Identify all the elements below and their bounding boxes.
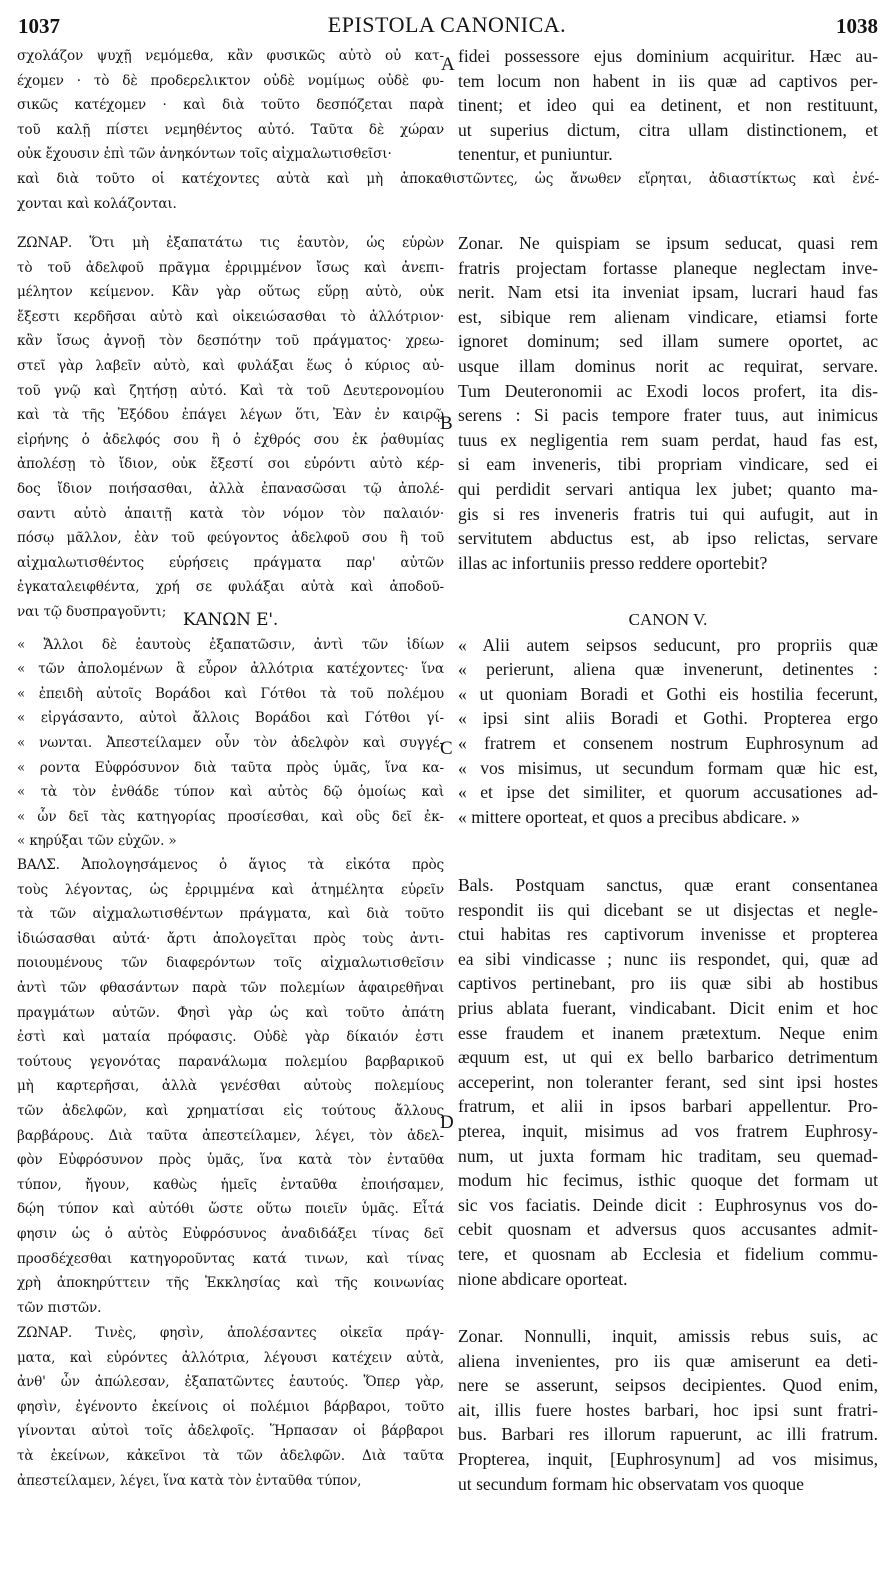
text-line: τῶν ἀδελφῶν, καὶ χρηματίσαι εἰς τούτους ἄλλους [17,1102,444,1119]
greek-passage-1 [17,44,444,167]
text-line: τύπον, ἤγουν, καθὼς ἡμεῖς ἐνταῦθα ἐποιήσαμεν, [17,1176,444,1193]
text-line: « et ipse det similiter, et quorum accusationes ad- [458,782,878,803]
running-title: EPISTOLA CANONICA. [327,12,567,37]
text-line: ἐστὶ καὶ ματαία πρόφασις. Οὐδὲ γὰρ δίκαιόν ἐστι [17,1029,444,1046]
text-line: cebit quosnam et adversus quos accusantes admit- [458,1219,878,1240]
text-line: tem locum non habent in iis quæ ad captivos per- [458,70,878,91]
text-line: αἰχμαλωτισθέντος εὑρήσεις πράγματα παρ' αὐτῶν [17,554,444,571]
latin-balsamon-commentary [458,873,878,1291]
text-line: στεῖ γὰρ λαβεῖν αὐτὸ, καὶ φυλάξαι ἕως ὁ κύριος αὐ- [17,357,444,374]
greek-zonaras-commentary [17,231,444,625]
text-line: respondit iis qui dicebant se ut disjectas et negle- [458,899,878,920]
text-line: « τὰ τὸν ἐνθάδε τύπον καὶ αὐτὸς δῷ ὁμοίως καὶ [17,784,444,801]
text-line: γίνονται αὐτοὶ τοῖς ἀδελφοῖς. Ἥρπασαν οἱ βάρβαροι [17,1423,444,1440]
text-line: « mittere oporteat, et quos a precibus abdicare. » [458,806,800,827]
text-line: ΒΑΛΣ. Ἀπολογησάμενος ὁ ἅγιος τὰ εἰκότα πρὸς [17,857,444,873]
page-number-right: 1038 [836,14,878,38]
text-line: εἰρήνης ὁ ἀδελφός σου ἢ ὁ ἐχθρός σου ἐκ ῥαθυμίας [17,431,444,448]
text-line: tere, et quosnam ab Ecclesia et fidelium commu- [458,1243,878,1264]
text-line: τοῦ καλῇ πίστει νεμηθέντος αὐτό. Ταῦτα δὲ χώραν [17,121,444,138]
page-number-left: 1037 [18,14,60,38]
margin-marker-c: C [440,738,453,759]
text-line: ea sibi vindicasse ; nunc iis respondet, qui, quæ ad [458,948,878,969]
text-line: ut secundum formam hic observatam vos quoque [458,1473,804,1494]
text-line: tuus ex negligentia rem suam perdat, haud fas est, [458,429,878,450]
text-line: si eam inveneris, tibi propriam vindicare, sed ei [458,454,878,475]
greek-full-width-lines [17,167,879,216]
text-line: σαντι αὐτὸ ἀπαιτῇ κατὰ τὸν νόμον τὸν παλαιόν· [17,505,444,522]
text-line: ἐγκαταλειφθέντα, χρή σε φυλάξαι αὐτὰ καὶ ἀποδοῦ- [17,579,444,596]
text-line: ait, illis fuere hostes barbari, hoc ipsi sunt fratri- [458,1399,878,1420]
greek-canon-heading: ΚΑΝΩΝ Ε'. [182,610,279,630]
margin-marker-b: B [440,413,453,434]
text-line: tenentur, et puniuntur. [458,144,613,165]
text-line: Zonar. Ne quispiam se ipsum seducat, quasi rem [458,233,878,253]
text-line: pterea, inquit, misimus ad vos fratrem Euphrosy- [458,1120,878,1141]
greek-canon-text [17,633,444,854]
text-line: ναι τῷ δυσπραγοῦντι; [17,603,167,620]
text-line: τὰ τῶν αἰχμαλωτισθέντων πράγματα, καὶ διὰ τοῦτο [17,906,444,923]
text-line: σικῶς κατέχομεν · καὶ διὰ τοῦτο δεσπόζεται παρὰ [17,97,444,114]
margin-marker-d: D [440,1112,454,1133]
text-line: χρὴ ἀποκηρύττειν τῆς Ἐκκλησίας καὶ τῆς κοινωνίας [17,1275,444,1292]
text-line: φησιν ὡς ὁ αὐτὸς Εὐφρόσυνος ἀναδιδάξει τίνας δεῖ [17,1225,444,1242]
text-line: ut superius dictum, citra ullam distinctionem, et [458,119,878,140]
text-line: usque illam dominus norit ac requirat, servare. [458,355,878,376]
text-line: nere se asserunt, seipsos decipientes. Quod enim, [458,1375,878,1396]
text-line: æquum est, ut qui ex bello barbarico detrimentum [458,1047,878,1068]
text-line: gis si res inveneris fratris tui qui aufugit, aut in [458,503,878,524]
text-line: « ut quoniam Boradi et Gothi eis hostilia fecerunt, [458,683,878,704]
text-line: nerit. Nam etsi ita inveniat ipsam, lucrari haud fas [458,282,878,303]
greek-zonaras-commentary-2 [17,1321,444,1493]
text-line: Bals. Postquam sanctus, quæ erant consentanea [458,875,878,895]
text-line: « Ἄλλοι δὲ ἑαυτοὺς ἐξαπατῶσιν, ἀντὶ τῶν ἰδίων [17,636,444,653]
text-line: « κηρύξαι τῶν εὐχῶν. » [17,833,177,850]
text-line: πραγμάτων αὐτῶν. Φησὶ γὰρ ὡς καὶ τοῦτο ἀπάτη [17,1004,444,1021]
text-line: qui perdidit servari antiqua lex jubet; quanto ma- [458,478,878,499]
text-line: Tum Deuteronomii ac Exodi locos profert, ita dis- [458,380,878,401]
text-line: καὶ τὰ τῆς Ἐξόδου ἐπάγει λέγων ὅτι, Ἐὰν ἐν καιρῷ [17,407,444,424]
text-line: servitutem abductus est, ab ipso relictas, servare [458,528,878,549]
text-line: τούτους γεγονότας παρανάλωμα πολεμίου βαρβαρικοῦ [17,1053,444,1070]
text-line: τὸ τοῦ ἀδελφοῦ πρᾶγμα ἐρριμμένον ἴσως καὶ ἀνεπι- [17,259,444,276]
text-line: τοὺς λέγοντας, ὡς ἐρριμμένα καὶ ἀτημέλητα εὑρεῖν [17,881,444,898]
text-line: acceperint, non toleranter ferant, sed sint ipsi hostes [458,1071,878,1092]
text-line: « νωνται. Ἀπεστείλαμεν οὖν τὸν ἀδελφὸν καὶ συγγέ- [17,734,444,751]
text-line: Zonar. Nonnulli, inquit, amissis rebus suis, ac [458,1326,878,1346]
text-line: σχολάζον ψυχῇ νεμόμεθα, κἂν φυσικῶς αὐτὸ οὐ κατ- [17,48,444,64]
text-line: est, sibique rem alienam vindicare, etiamsi forte [458,306,878,327]
text-line: ματα, καὶ εὑρόντες ἀλλότρια, λέγουσι κατέχειν αὐτὰ, [17,1349,444,1366]
latin-passage-1 [458,44,878,167]
text-line: « Alii autem seipsos seducunt, pro propriis quæ [458,634,878,655]
text-line: χονται καὶ κολάζονται. [17,195,177,212]
text-line: ΖΩΝΑΡ. Τινὲς, φησὶν, ἀπολέσαντες οἰκεῖα πράγ- [17,1325,444,1341]
text-line: τῶν πιστῶν. [17,1299,102,1316]
greek-canon-section [17,608,444,854]
text-line: βαρβάρους. Διὰ ταῦτα ἀπεστείλαμεν, λέγει, τὸν ἀδελ- [17,1127,444,1144]
text-line: bus. Barbari res illorum rapuerunt, ac illi fratrum. [458,1424,878,1445]
text-line: « ipsi sint aliis Boradi et Gothi. Propterea ergo [458,708,878,729]
text-line: « vos misimus, ut secundum formam quæ hic est, [458,757,878,778]
text-line: μὴ καρτερῆσαι, ἀλλὰ γενέσθαι αὐτοὺς πολεμίους [17,1078,444,1095]
text-line: aliena invenientes, pro iis quæ amiserunt ea deti- [458,1350,878,1371]
text-line: sic vos faciatis. Deinde dicit : Euphrosynus vos do- [458,1194,878,1215]
text-line: δος ἴδιον ποιήσασθαι, ἀλλὰ ἐπανασῶσαι τῷ ἀπολέ- [17,480,444,497]
text-line: έχομεν · τὸ δὲ προδερελικτον οὐδὲ νομίμως οὐδὲ φυ- [17,72,444,89]
text-line: fratris projectam fortasse planeque neglectam inve- [458,257,878,278]
text-line: καὶ διὰ τοῦτο οἱ κατέχοντες αὐτὰ καὶ μὴ ἀποκαθιστῶντες, ὡς ἄνωθεν εἴρηται, ἀδιαστίκτως καὶ ἐνέ- [17,171,879,187]
text-line: « fratrem et consenem nostrum Euphrosynum ad [458,732,878,753]
text-line: οὐκ ἔχουσιν ἐπὶ τῶν ἀνηκόντων τοῖς αἰχμαλωτισθεῖσι· [17,146,392,163]
text-line: « perierunt, aliena quæ invenerunt, detinentes : [458,659,878,680]
text-line: « εἰργάσαντο, αὐτοὶ ἄλλοις Βοράδοι καὶ Γότθοι γί- [17,710,444,727]
latin-canon-section [458,608,878,829]
text-line: φὸν Εὐφρόσυνον πρὸς ὑμᾶς, ἵνα κατὰ τὸν ἐνταῦθα [17,1152,444,1169]
text-line: modum hic fecimus, isthic quoque det formam ut [458,1170,878,1191]
text-line: τὰ ἐκείνων, κἀκεῖνοι τὰ τῶν ἀδελφῶν. Διὰ ταῦτα [17,1447,444,1464]
text-line: ctui habitas res captivorum invenisse et propterea [458,924,878,945]
text-line: ἀντὶ τῶν φθασάντων παρὰ τῶν πολεμίων ἀφαιρεθῆναι [17,979,444,996]
running-header [0,10,894,40]
text-line: ἔξεστι κερδῆσαι αὐτὸ καὶ οἰκειώσασθαι τὸ ἀλλότριον· [17,308,444,325]
text-line: πόσῳ μᾶλλον, ἐὰν τοῦ φεύγοντος ἀδελφοῦ σου ἢ τοῦ [17,530,444,547]
text-line: tinent; et ideo qui ea detinent, et non restituunt, [458,95,878,116]
text-line: nione abdicare oporteat. [458,1268,628,1289]
text-line: δῴη τύπον καὶ αὐτόθι ὥστε οὕτω ποιεῖν ὑμᾶς. Εἶτά [17,1201,444,1218]
text-line: τοῦ γνῷ καὶ ζητήσῃ αὐτό. Καὶ τὰ τοῦ Δευτερονομίου [17,382,444,399]
text-line: « ροντα Εὐφρόσυνον διὰ ταῦτα πρὸς ὑμᾶς, ἵνα κα- [17,759,444,776]
text-line: ΖΩΝΑΡ. Ὅτι μὴ ἐξαπατάτω τις ἑαυτὸν, ὡς εὑρὼν [17,235,444,251]
text-line: ἀπολέσῃ τὸ ἴδιον, οὐκ ἔξεστί σοι εὑρόντι αὐτὸ κέρ- [17,456,444,473]
text-line: « ἐπειδὴ αὐτοῖς Βοράδοι καὶ Γότθοι τὰ τοῦ πολέμου [17,685,444,702]
text-line: ἀνθ' ὧν ἀπώλεσαν, ἐξαπατῶντες ἑαυτούς. Ὅπερ γὰρ, [17,1374,444,1391]
text-line: μέλητον κείμενον. Κἂν γὰρ οὕτως εὕρῃ αὐτὸ, οὐκ [17,284,444,301]
latin-canon-heading: CANON V. [628,610,708,629]
text-line: προσδέχεσθαι κατηγοροῦντας κατά τινων, καὶ τίνας [17,1250,444,1267]
margin-marker-a: A [441,54,455,75]
text-line: κἂν ἴσως ἀγνοῇ τὸν δεσπότην τοῦ πράγματος· χρεω- [17,333,444,350]
latin-zonaras-commentary [458,231,878,575]
text-line: illas ac infortuniis presso reddere oportebit? [458,552,768,573]
text-line: captivos pertinebant, pro iis quæ sibi ab hostibus [458,973,878,994]
text-line: esse fraudem et inanem prætextum. Neque enim [458,1022,878,1043]
text-line: ignoret dominum; sed illam sumere oportet, ac [458,331,878,352]
text-line: fidei possessore ejus dominium acquiritur. Hæc au- [458,46,878,66]
text-line: ἰδιώσασθαι αὐτά· ἄρτι ἀπολογεῖται πρὸς τοὺς ἀντι- [17,930,444,947]
text-line: num, ut juxta formam hic traditam, seu quemad- [458,1145,878,1166]
text-line: « ὧν δεῖ τὰς κατηγορίας προσίεσθαι, καὶ οὓς δεῖ ἐκ- [17,808,444,825]
latin-canon-text [458,633,878,830]
text-line: φησὶν, ἐγένοντο ἐκείνοις οἱ πολέμιοι βάρβαροι, τοῦτο [17,1398,444,1415]
text-line: prius ablata fuerant, vindicabant. Dicit enim et hoc [458,997,878,1018]
text-line: « τῶν ἀπολομένων ἃ εὗρον ἀλλότρια κατέχοντες· ἵνα [17,661,444,678]
text-line: Propterea, inquit, [Euphrosynum] ad vos misimus, [458,1448,878,1469]
text-line: ἀπεστείλαμεν, λέγει, ἵνα κατὰ τὸν ἐνταῦθα τύπον, [17,1472,362,1489]
greek-balsamon-commentary [17,853,444,1320]
text-line: serens : Si pacis tempore frater tuus, aut inimicus [458,405,878,426]
latin-zonaras-commentary-2 [458,1324,878,1496]
text-line: ποιουμένους τῶν διαφερόντων τοῖς αἰχμαλωτισθεῖσιν [17,955,444,972]
text-line: fratrum, et alii in ipsos barbari appellentur. Pro- [458,1096,878,1117]
